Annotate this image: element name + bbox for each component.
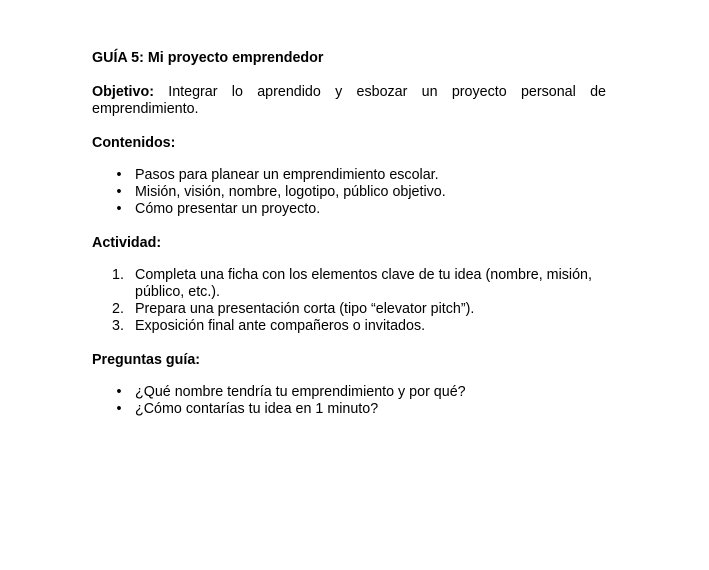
questions-heading: Preguntas guía: xyxy=(92,352,201,368)
step-number: 1. xyxy=(112,267,124,283)
step-text: Completa una ficha con los elementos clave de tu idea (nombre, misión, público, etc.). xyxy=(135,267,592,300)
step-text: Prepara una presentación corta (tipo “elevator pitch”). xyxy=(135,301,475,317)
list-item xyxy=(92,301,606,318)
list-item-text: ¿Qué nombre tendría tu emprendimiento y por qué? xyxy=(135,384,466,400)
list-item xyxy=(92,167,606,184)
contents-heading: Contenidos: xyxy=(92,135,176,151)
list-item xyxy=(92,184,606,201)
bullet-icon: • xyxy=(116,201,122,217)
step-number: 2. xyxy=(112,301,124,317)
list-item-text: ¿Cómo contarías tu idea en 1 minuto? xyxy=(135,401,379,417)
bullet-icon: • xyxy=(116,167,122,183)
step-text: Exposición final ante compañeros o invitados. xyxy=(135,318,426,334)
list-item-text: Cómo presentar un proyecto. xyxy=(135,201,321,217)
list-item xyxy=(92,318,606,335)
list-item-text: Pasos para planear un emprendimiento escolar. xyxy=(135,167,439,183)
list-item xyxy=(92,384,606,401)
objective-label: Objetivo: xyxy=(92,84,154,100)
document-title: GUÍA 5: Mi proyecto emprendedor xyxy=(92,50,324,66)
step-number: 3. xyxy=(112,318,124,334)
list-item-text: Misión, visión, nombre, logotipo, público objetivo. xyxy=(135,184,446,200)
questions-list xyxy=(92,384,606,418)
activity-list xyxy=(92,267,606,335)
list-item xyxy=(92,267,606,301)
contents-list xyxy=(92,167,606,218)
objective-paragraph xyxy=(92,84,606,118)
document-page xyxy=(92,50,606,418)
bullet-icon: • xyxy=(116,401,122,417)
objective-text: Integrar lo aprendido y esbozar un proyecto personal de emprendimiento. xyxy=(92,84,606,117)
activity-heading: Actividad: xyxy=(92,235,162,251)
list-item xyxy=(92,201,606,218)
list-item xyxy=(92,401,606,418)
bullet-icon: • xyxy=(116,384,122,400)
bullet-icon: • xyxy=(116,184,122,200)
